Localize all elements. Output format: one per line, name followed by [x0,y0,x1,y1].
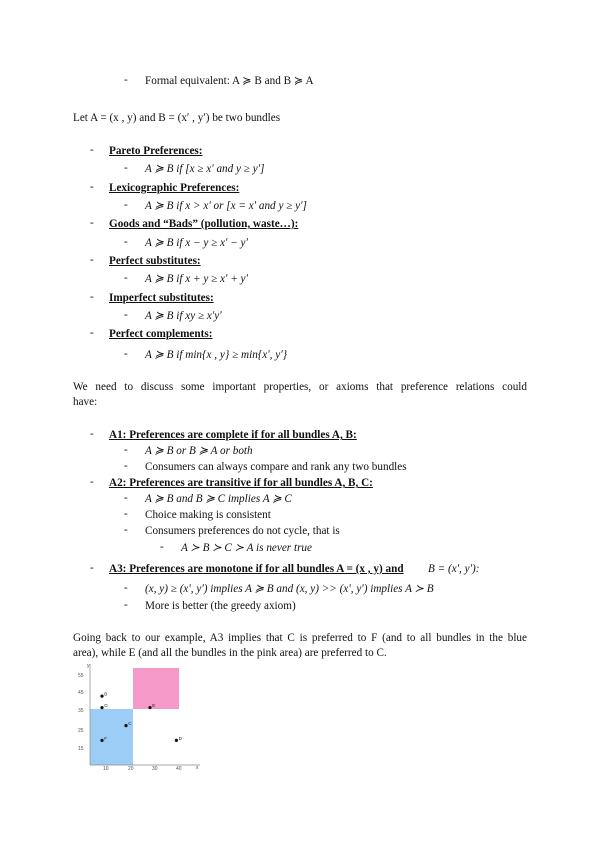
bundle-point-c [124,724,127,727]
bundle-point-label: G [104,703,108,709]
x-tick-label: 20 [128,766,134,772]
a2-item: A ≽ B and B ≽ C implies A ≽ C [145,493,292,505]
bullet-dash: - [124,599,128,611]
goods-bads-heading: Goods and “Bads” (pollution, waste…): [109,218,299,230]
bullet-dash: - [124,272,128,284]
a2-item: Consumers preferences do not cycle, that is [145,525,340,537]
bullet-dash: - [124,508,128,520]
y-tick-label: 45 [78,690,84,696]
perfect-substitutes-heading: Perfect substitutes: [109,255,201,267]
y-axis-label: y [87,663,90,669]
bundle-point-e [148,706,151,709]
a2-heading: A2: Preferences are transitive if for all bundles A, B, C: [109,477,373,489]
a1-heading: A1: Preferences are complete if for all bundles A, B: [109,429,357,441]
bundle-point-label: C [128,721,132,727]
bullet-dash: - [90,428,94,440]
bundle-point-f [100,739,103,742]
bundle-point-b [100,695,103,698]
a3-item: (x, y) ≥ (xʹ, yʹ) implies A ≽ B and (x, y) >> (xʹ, yʹ) implies A ≻ B [145,583,434,595]
bullet-dash: - [124,492,128,504]
example-line: area), while E (and all the bundles in the pink area) are preferred to C. [73,647,387,659]
pareto-rule: A ≽ B if [x ≥ xʹ and y ≥ yʹ] [145,163,265,175]
bullet-dash: - [124,582,128,594]
bundle-point-label: F [104,735,108,741]
example-line: Going back to our example, A3 implies that C is preferred to F (and to all bundles in the blue [73,632,527,644]
formal-equivalent-text: Formal equivalent: A ≽ B and B ≽ A [145,75,314,87]
bullet-dash: - [90,217,94,229]
bullet-dash: - [90,327,94,339]
bullet-dash: - [124,236,128,248]
x-tick-label: 10 [103,766,109,772]
perfect-substitutes-rule: A ≽ B if x + y ≥ xʹ + yʹ [145,273,248,285]
bullet-dash: - [90,476,94,488]
bullet-dash: - [90,291,94,303]
axioms-intro-line: have: [73,396,98,408]
perfect-complements-heading: Perfect complements: [109,328,213,340]
bullet-dash: - [124,348,128,360]
bundle-point-label: E [152,703,156,709]
perfect-complements-rule: A ≽ B if min{x , y} ≥ min{xʹ, yʹ} [145,349,288,361]
imperfect-substitutes-heading: Imperfect substitutes: [109,292,214,304]
pink-area [133,668,179,709]
x-tick-label: 40 [176,766,182,772]
bundle-point-g [100,706,103,709]
pareto-heading: Pareto Preferences: [109,145,203,157]
bullet-dash: - [124,524,128,536]
bundles-figure [70,662,210,774]
bundles-intro: Let A = (x , y) and B = (xʹ , yʹ) be two bundles [73,112,281,124]
y-tick-label: 25 [78,728,84,734]
bullet-dash: - [90,254,94,266]
bullet-dash: - [124,309,128,321]
a3-heading: A3: Preferences are monotone if for all bundles A = (x , y) and [109,563,404,575]
bullet-dash: - [124,444,128,456]
bundle-point-label: D [178,735,182,741]
y-tick-label: 15 [78,746,84,752]
x-tick-label: 30 [152,766,158,772]
lexicographic-heading: Lexicographic Preferences: [109,182,240,194]
bullet-dash: - [90,181,94,193]
a3-item: More is better (the greedy axiom) [145,600,296,612]
y-tick-label: 55 [78,673,84,679]
a2-sub-item: A ≻ B ≻ C ≻ A is never true [181,542,312,554]
blue-area [90,709,133,765]
lexicographic-rule: A ≽ B if x > xʹ or [x = xʹ and y ≥ yʹ] [145,200,307,212]
a1-item: A ≽ B or B ≽ A or both [145,445,253,457]
bullet-dash: - [160,541,164,553]
axioms-intro-line: We need to discuss some important properties, or axioms that preference relations could [73,381,527,393]
bullet-dash: - [124,162,128,174]
y-tick-label: 35 [78,708,84,714]
imperfect-substitutes-rule: A ≽ B if xy ≥ xʹyʹ [145,310,222,322]
bullet-dash: - [124,74,128,86]
bullet-dash: - [90,144,94,156]
a1-item: Consumers can always compare and rank any two bundles [145,461,407,473]
x-axis-label: x [196,765,199,771]
bullet-dash: - [90,562,94,574]
bundle-point-d [175,739,178,742]
bullet-dash: - [124,460,128,472]
goods-bads-rule: A ≽ B if x − y ≥ xʹ − yʹ [145,237,248,249]
a2-item: Choice making is consistent [145,509,271,521]
bullet-dash: - [124,199,128,211]
a3-heading-tail: B = (xʹ, yʹ): [428,563,480,575]
bundle-point-label: B [104,691,108,697]
